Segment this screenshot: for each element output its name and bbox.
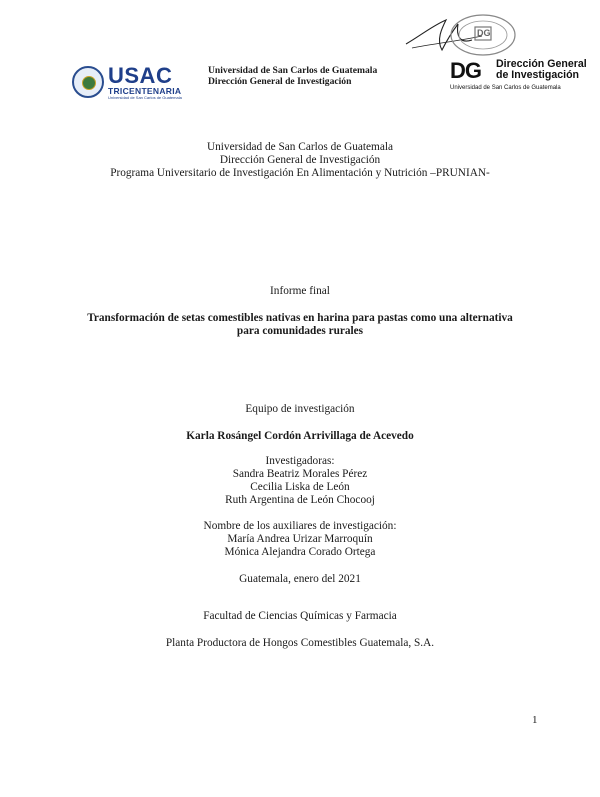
dg-logo-title xyxy=(496,59,587,81)
dg-logo xyxy=(450,58,587,94)
assistants-block xyxy=(0,520,600,559)
usac-logo xyxy=(72,64,182,100)
report-title-line-1: Transformación de setas comestibles nativas en harina para pastas como una alternativa xyxy=(87,312,513,324)
usac-logo-tricentenaria: TRICENTENARIA xyxy=(108,86,182,96)
assistant-name: María Andrea Urizar Marroquín xyxy=(227,533,373,545)
dg-logo-underline: Universidad de San Carlos de Guatemala xyxy=(450,85,561,91)
team-heading: Equipo de investigación xyxy=(245,403,355,415)
official-stamp xyxy=(448,12,518,58)
dg-logo-mark: DG xyxy=(450,58,481,83)
header-line-2: Dirección General de Investigación xyxy=(208,76,352,87)
institution-line-2: Dirección General de Investigación xyxy=(219,154,381,166)
institution-line-3: Programa Universitario de Investigación En Alimentación y Nutrición –PRUNIAN- xyxy=(110,167,490,179)
assistants-heading: Nombre de los auxiliares de investigación: xyxy=(203,520,397,532)
coordinator-name: Karla Rosángel Cordón Arrivillaga de Acevedo xyxy=(186,430,414,442)
dg-logo-title-line-1: Dirección General xyxy=(496,58,587,70)
researchers-block xyxy=(0,455,600,507)
page-number: 1 xyxy=(532,714,538,726)
report-title xyxy=(0,312,600,338)
institution-block xyxy=(0,141,600,180)
researcher-name: Sandra Beatriz Morales Pérez xyxy=(232,468,368,480)
researcher-name: Ruth Argentina de León Chocooj xyxy=(225,494,375,506)
report-title-line-2: para comunidades rurales xyxy=(236,325,364,337)
place-date: Guatemala, enero del 2021 xyxy=(239,573,361,585)
partner: Planta Productora de Hongos Comestibles Guatemala, S.A. xyxy=(165,637,435,649)
faculty: Facultad de Ciencias Químicas y Farmacia xyxy=(203,610,397,622)
usac-logo-sub: Universidad de San Carlos de Guatemala xyxy=(108,95,182,100)
page-header xyxy=(208,65,408,87)
header-line-1: Universidad de San Carlos de Guatemala xyxy=(208,65,378,76)
usac-logo-word: USAC xyxy=(108,63,173,88)
researchers-heading: Investigadoras: xyxy=(265,455,335,467)
report-type: Informe final xyxy=(270,285,330,297)
institution-line-1: Universidad de San Carlos de Guatemala xyxy=(206,141,394,153)
dg-logo-title-line-2: de Investigación xyxy=(496,69,580,81)
stamp-label: DG xyxy=(477,28,491,38)
researcher-name: Cecilia Liska de León xyxy=(250,481,350,493)
assistant-name: Mónica Alejandra Corado Ortega xyxy=(224,546,376,558)
usac-seal-icon xyxy=(72,66,104,98)
